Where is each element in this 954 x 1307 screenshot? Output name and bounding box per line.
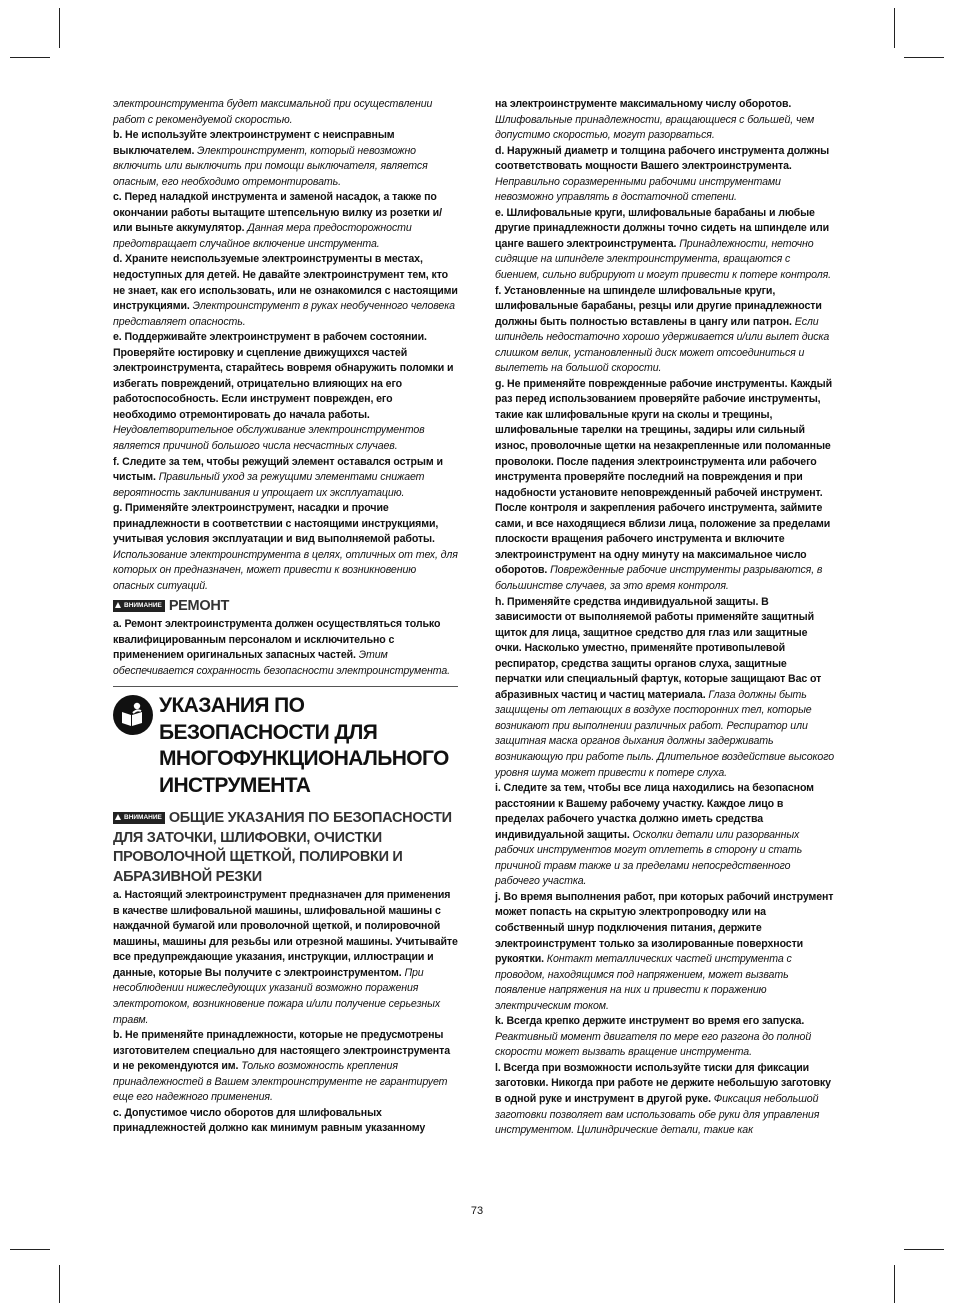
crop-mark	[10, 1249, 50, 1250]
section-title: УКАЗАНИЯ ПО БЕЗОПАСНОСТИ ДЛЯ МНОГОФУНКЦИОНАЛЬНОГО ИНСТРУМЕНТА	[159, 694, 449, 797]
paragraph-f: f. Установленные на шпинделе шлифовальные круги, шлифовальные барабаны, резцы или другие принадлежности должны быть полностью вставлены в цангу или патрон. Если шпиндель недостаточно хорошо удерживается и/или вылет диска слишком велик, установленный диск может отсоединиться и вылететь на большой скорости.	[495, 284, 830, 375]
crop-mark	[59, 8, 60, 48]
paragraph-l: l. Всегда при возможности используйте тиски для фиксации заготовки. Никогда при работе не держите небольшую заготовку в одной руке и инструмент в другой руке. Фиксация небольшой заготовки позволяет вам использовать обе руки для управления инструментом. Цилиндрические детали, такие как	[495, 1061, 831, 1137]
paragraph-general-c: c. Допустимое число оборотов для шлифовальных принадлежностей должно как минимум равным указанному	[113, 1106, 426, 1135]
general-safety-heading: ВНИМАНИЕ ОБЩИЕ УКАЗАНИЯ ПО БЕЗОПАСНОСТИ ДЛЯ ЗАТОЧКИ, ШЛИФОВКИ, ОЧИСТКИ ПРОВОЛОЧНОЙ ЩЕТКОЙ, ПОЛИРОВКИ И АБРАЗИВНОЙ РЕЗКИ	[113, 810, 452, 885]
section-title-block	[113, 693, 458, 799]
paragraph-c-continued: на электроинструменте максимальному числу оборотов. Шлифовальные принадлежности, вращающиеся с большей, чем допустимо скоростью, могут разорваться.	[495, 98, 815, 142]
right-column	[495, 97, 835, 1139]
paragraph-d: d. Храните неиспользуемые электроинструменты в местах, недоступных для детей. Не давайте электроинструмент тем, кто не знает, как его использовать, или не ознакомился с настоящими инструкциями. Электроинструмент в руках необученного человека представляет опасность.	[113, 253, 458, 328]
crop-mark	[904, 1249, 944, 1250]
paragraph-i: i. Следите за тем, чтобы все лица находились на безопасном расстоянии к Вашему рабочему участку. Каждое лицо в пределах рабочего участка должно иметь средства индивидуальной защиты. Осколки детали или разорванных рабочих инструментов могут отлететь в сторону и стать причиной травм также и за пределами непосредственного рабочего участка.	[495, 782, 814, 888]
paragraph-repair: a. Ремонт электроинструмента должен осуществляться только квалифицированным персоналом и исключительно с применением оригинальных запасных частей. Этим обеспечивается сохранность безопасности электроинструмента.	[113, 618, 450, 677]
warning-badge: ВНИМАНИЕ	[113, 812, 165, 824]
crop-mark	[904, 57, 944, 58]
warning-triangle-icon	[115, 814, 121, 820]
section-divider	[113, 686, 458, 687]
paragraph-h: h. Применяйте средства индивидуальной защиты. В зависимости от выполняемой работы применяйте защитный щиток для лица, защитное средство для глаз или защитные очки. Насколько уместно, применяйте противопылевой респиратор, средства защиты органов слуха, защитные перчатки или специальный фартук, которые защищают Вас от абразивных частиц и частиц материала. Глаза должны быть защищены от летающих в воздухе посторонних тел, которые возникают при выполнении различных работ. Респиратор или защитная маска органов дыхания должны задерживать возникающую при работе пыль. Длительное воздействие высокого уровня шума может привести к потере слуха.	[495, 595, 835, 779]
paragraph-j: j. Во время выполнения работ, при которых рабочий инструмент может попасть на скрытую электропроводку или на собственный шнур подключения питания, держите электроинструмент только за изолированные поверхности рукоятки. Контакт металлических частей инструмента с проводом, находящимся под напряжением, может вызвать появление напряжения на них и привести к поражению электрическим током.	[495, 890, 834, 1012]
paragraph-d: d. Наружный диаметр и толщина рабочего инструмента должны соответствовать мощности Вашего электроинструмента. Неправильно соразмеренными рабочими инструментами невозможно управлять в достаточной степени.	[495, 144, 830, 204]
read-manual-icon	[113, 695, 153, 735]
paragraph-e: e. Шлифовальные круги, шлифовальные барабаны и любые другие принадлежности должны точно сидеть на шпинделе или цанге вашего электроинструмента. Принадлежности, неточно сидящие на шпинделе электроинструмента, вращаются с биением, сильно вибрируют и могут привести к потере контроля.	[495, 206, 832, 282]
crop-mark	[59, 1265, 60, 1303]
paragraph-g: g. Не применяйте поврежденные рабочие инструменты. Каждый раз перед использованием проверяйте рабочие инструменты, такие как шлифовальные круги на сколы и трещины, шлифовальные тарелки на трещины, задиры или сильный износ, проволочные щетки на незакрепленные или поломанные проволоки. После падения электроинструмента или рабочего инструмента проверяйте последний на повреждения и при надобности установите неповрежденный рабочей инструмент. После контроля и закрепления рабочего инструмента, займите сами, и все находящиеся вблизи лица, положение за пределами плоскости вращения рабочего инструмента и включите электроинструмент на одну минуту на максимальное число оборотов. Поврежденные рабочие инструменты разрываются, в большинстве случаев, за это время контроля.	[495, 377, 832, 592]
warning-badge: ВНИМАНИЕ	[113, 600, 165, 612]
repair-heading: ВНИМАНИЕ РЕМОНТ	[113, 597, 458, 617]
left-column	[113, 97, 458, 1137]
paragraph-k: k. Всегда крепко держите инструмент во время его запуска. Реактивный момент двигателя по мере его разгона до полной скорости может вызвать вращение инструмента.	[495, 1015, 812, 1059]
crop-mark	[894, 1265, 895, 1303]
crop-mark	[894, 8, 895, 48]
crop-mark	[10, 57, 50, 58]
paragraph-c: c. Перед наладкой инструмента и заменой насадок, а также по окончании работы вытащите штепсельную вилку из розетки и/или выньте аккумулятор. Данная мера предосторожности предотвращает случайное включение инструмента.	[113, 191, 442, 250]
paragraph-b: b. Не используйте электроинструмент с неисправным выключателем. Электроинструмент, который невозможно включить или выключить при помощи выключателя, является опасным, его необходимо отремонтировать.	[113, 129, 428, 188]
paragraph-g: g. Применяйте электроинструмент, насадки и прочие принадлежности в соответствии с настоящими инструкциями, учитывая условия эксплуатации и вид выполняемой работы. Использование электроинструмента в целях, отличных от тех, для которых он предназначен, может привести к возникновению опасных ситуаций.	[113, 502, 458, 592]
paragraph: электроинструмента будет максимальной при осуществлении работ с рекомендуемой скоростью.	[113, 98, 433, 126]
paragraph-general-b: b. Не применяйте принадлежности, которые не предусмотрены изготовителем специально для настоящего электроинструмента и не рекомендуются им. Только возможность крепления принадлежностей в Вашем электроинструменте не гарантирует еще его надежного применения.	[113, 1029, 450, 1104]
warning-triangle-icon	[115, 602, 121, 608]
paragraph-general-a: a. Настоящий электроинструмент предназначен для применения в качестве шлифовальной машины, шлифовальной машины с наждачной бумагой или проволочной щеткой, и полировочной машины, машины для резьбы или отрезной машины. Учитывайте все предупреждающие указания, инструкции, иллюстрации и данные, которые Вы получите с электроинструментом. При несоблюдении нижеследующих указаний возможно поражения электротоком, возникновение пожара и/или получение серьезных травм.	[113, 889, 458, 1026]
paragraph-f: f. Следите за тем, чтобы режущий элемент оставался острым и чистым. Правильный уход за режущими элементами снижает вероятность заклинивания и упрощает их эксплуатацию.	[113, 455, 443, 499]
page-number: 73	[470, 1205, 484, 1217]
paragraph-e: e. Поддерживайте электроинструмент в рабочем состоянии. Проверяйте юстировку и сцепление движущихся частей электроинструмента, старайтесь вовремя обнаружить поломки и избегать повреждений, отрицательно влияющих на его работоспособность. Если инструмент поврежден, его необходимо отремонтировать до начала работы. Неудовлетворительное обслуживание электроинструментов является причиной большого числа несчастных случаев.	[113, 331, 454, 453]
